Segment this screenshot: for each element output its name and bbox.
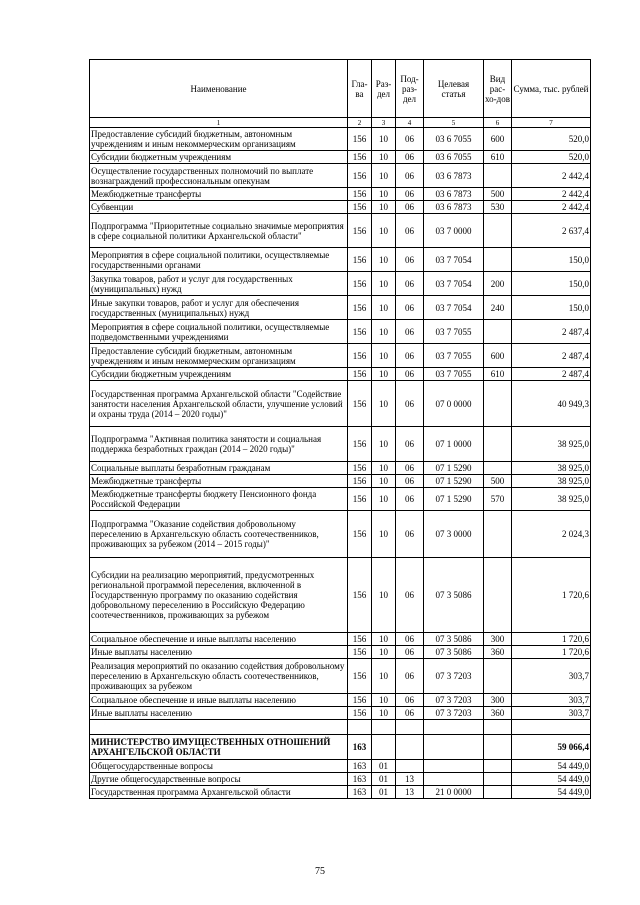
row-razdel: 10 — [372, 151, 396, 164]
row-glava: 156 — [348, 694, 372, 707]
row-name: Социальные выплаты безработным гражданам — [90, 462, 348, 475]
row-sum: 54 449,0 — [512, 786, 591, 799]
row-podrazdel: 06 — [396, 511, 424, 558]
row-sum: 2 442,4 — [512, 164, 591, 188]
row-podrazdel: 06 — [396, 151, 424, 164]
row-razdel: 01 — [372, 773, 396, 786]
row-name: МИНИСТЕРСТВО ИМУЩЕСТВЕННЫХ ОТНОШЕНИЙ АРХАНГЕЛЬСКОЙ ОБЛАСТИ — [90, 735, 348, 760]
table-row — [90, 633, 591, 646]
row-vid: 360 — [484, 646, 512, 659]
row-sum: 54 449,0 — [512, 760, 591, 773]
row-razdel — [372, 720, 396, 735]
row-name: Социальное обеспечение и иные выплаты населению — [90, 694, 348, 707]
row-target: 03 7 7055 — [424, 344, 484, 368]
table-row — [90, 381, 591, 427]
row-sum: 2 487,4 — [512, 368, 591, 381]
row-name: Социальное обеспечение и иные выплаты населению — [90, 633, 348, 646]
row-glava: 156 — [348, 272, 372, 296]
row-glava: 156 — [348, 128, 372, 151]
row-razdel: 10 — [372, 128, 396, 151]
row-target: 03 7 7054 — [424, 296, 484, 320]
row-glava: 156 — [348, 214, 372, 248]
row-name: Государственная программа Архангельской области — [90, 786, 348, 799]
row-sum: 2 024,3 — [512, 511, 591, 558]
row-sum: 1 720,6 — [512, 558, 591, 633]
row-vid: 240 — [484, 296, 512, 320]
row-vid: 600 — [484, 128, 512, 151]
row-target: 21 0 0000 — [424, 786, 484, 799]
row-razdel: 10 — [372, 188, 396, 201]
table-row — [90, 128, 591, 151]
table-row — [90, 214, 591, 248]
row-target: 03 7 7055 — [424, 368, 484, 381]
row-name: Подпрограмма "Активная политика занятости и социальная поддержка безработных граждан (2014 – 2020 годы)" — [90, 427, 348, 462]
row-razdel: 10 — [372, 633, 396, 646]
row-name: Государственная программа Архангельской области "Содействие занятости населения Архангельской области, улучшение условий и охраны труда (2014 – 2020 годы)" — [90, 381, 348, 427]
row-name: Субсидии на реализацию мероприятий, предусмотренных региональной программой переселения, включенной в Государственную программу по оказанию содействия добровольному переселению в Российскую Федерацию соотечественников, проживающих за рубежом — [90, 558, 348, 633]
row-name — [90, 720, 348, 735]
row-vid — [484, 511, 512, 558]
row-razdel: 10 — [372, 659, 396, 694]
table-header — [90, 60, 591, 128]
row-glava: 156 — [348, 368, 372, 381]
row-glava: 156 — [348, 201, 372, 214]
row-target: 03 7 7055 — [424, 320, 484, 344]
row-glava: 156 — [348, 659, 372, 694]
row-razdel: 10 — [372, 214, 396, 248]
row-name: Другие общегосударственные вопросы — [90, 773, 348, 786]
row-razdel: 10 — [372, 646, 396, 659]
row-target: 07 1 5290 — [424, 488, 484, 511]
row-name: Мероприятия в сфере социальной политики, осуществляемые государственными органами — [90, 248, 348, 272]
row-name: Субсидии бюджетным учреждениям — [90, 151, 348, 164]
row-vid: 300 — [484, 694, 512, 707]
table-row — [90, 511, 591, 558]
row-name: Предоставление субсидий бюджетным, автономным учреждениям и иным некоммерческим организациям — [90, 344, 348, 368]
row-razdel: 10 — [372, 201, 396, 214]
table-row — [90, 427, 591, 462]
row-vid — [484, 248, 512, 272]
row-razdel — [372, 735, 396, 760]
row-vid — [484, 381, 512, 427]
row-razdel: 10 — [372, 427, 396, 462]
row-podrazdel: 06 — [396, 248, 424, 272]
row-vid — [484, 427, 512, 462]
row-name: Подпрограмма "Оказание содействия добровольному переселению в Архангельскую область соотечественников, проживающих за рубежом (2014 – 2015 годы)" — [90, 511, 348, 558]
row-vid — [484, 320, 512, 344]
row-podrazdel: 06 — [396, 344, 424, 368]
row-sum: 150,0 — [512, 272, 591, 296]
row-podrazdel: 06 — [396, 659, 424, 694]
row-podrazdel: 06 — [396, 188, 424, 201]
row-target: 03 6 7873 — [424, 188, 484, 201]
row-glava: 156 — [348, 164, 372, 188]
table-row — [90, 558, 591, 633]
row-podrazdel: 13 — [396, 786, 424, 799]
row-vid — [484, 735, 512, 760]
table-row — [90, 344, 591, 368]
row-podrazdel: 06 — [396, 214, 424, 248]
row-glava: 156 — [348, 427, 372, 462]
row-vid — [484, 558, 512, 633]
row-glava — [348, 720, 372, 735]
table-row — [90, 735, 591, 760]
table-row — [90, 248, 591, 272]
row-podrazdel: 06 — [396, 427, 424, 462]
row-name: Иные выплаты населению — [90, 646, 348, 659]
table-row — [90, 646, 591, 659]
row-razdel: 10 — [372, 368, 396, 381]
row-glava: 156 — [348, 296, 372, 320]
row-target — [424, 760, 484, 773]
row-target: 07 3 7203 — [424, 707, 484, 720]
col-number: 6 — [484, 118, 512, 128]
row-glava: 156 — [348, 646, 372, 659]
col-number: 5 — [424, 118, 484, 128]
row-podrazdel: 06 — [396, 462, 424, 475]
col-number: 3 — [372, 118, 396, 128]
row-podrazdel: 06 — [396, 633, 424, 646]
row-podrazdel: 06 — [396, 164, 424, 188]
row-glava: 156 — [348, 188, 372, 201]
table-row — [90, 786, 591, 799]
row-name: Предоставление субсидий бюджетным, автономным учреждениям и иным некоммерческим организациям — [90, 128, 348, 151]
row-target — [424, 720, 484, 735]
row-podrazdel: 06 — [396, 128, 424, 151]
row-sum: 38 925,0 — [512, 488, 591, 511]
row-target — [424, 735, 484, 760]
col-header-glava: Гла-ва — [348, 60, 372, 118]
table-row — [90, 707, 591, 720]
row-vid — [484, 760, 512, 773]
row-glava: 163 — [348, 760, 372, 773]
table-row — [90, 760, 591, 773]
row-glava: 156 — [348, 151, 372, 164]
col-header-sum: Сумма, тыс. рублей — [512, 60, 591, 118]
row-razdel: 10 — [372, 462, 396, 475]
row-razdel: 10 — [372, 320, 396, 344]
col-header-razdel: Раз-дел — [372, 60, 396, 118]
row-podrazdel: 06 — [396, 558, 424, 633]
row-razdel: 01 — [372, 760, 396, 773]
table-row — [90, 201, 591, 214]
table-row — [90, 320, 591, 344]
table-body — [90, 128, 591, 799]
row-glava: 156 — [348, 344, 372, 368]
row-glava: 156 — [348, 511, 372, 558]
row-razdel: 10 — [372, 694, 396, 707]
table-row — [90, 694, 591, 707]
row-glava: 156 — [348, 475, 372, 488]
row-glava: 156 — [348, 558, 372, 633]
row-razdel: 10 — [372, 248, 396, 272]
col-number: 7 — [512, 118, 591, 128]
row-glava: 163 — [348, 786, 372, 799]
row-sum: 38 925,0 — [512, 462, 591, 475]
row-sum: 1 720,6 — [512, 633, 591, 646]
row-name: Субвенции — [90, 201, 348, 214]
row-name: Межбюджетные трансферты — [90, 188, 348, 201]
row-sum: 2 442,4 — [512, 201, 591, 214]
row-sum: 303,7 — [512, 659, 591, 694]
row-name: Иные выплаты населению — [90, 707, 348, 720]
row-target: 03 7 7054 — [424, 272, 484, 296]
row-target: 07 3 7203 — [424, 694, 484, 707]
row-vid: 500 — [484, 188, 512, 201]
row-vid: 300 — [484, 633, 512, 646]
row-vid — [484, 720, 512, 735]
row-glava: 163 — [348, 773, 372, 786]
row-name: Осуществление государственных полномочий по выплате вознаграждений профессиональным опекунам — [90, 164, 348, 188]
row-target: 03 6 7055 — [424, 151, 484, 164]
row-razdel: 10 — [372, 344, 396, 368]
col-header-podrazdel: Под-раз-дел — [396, 60, 424, 118]
row-name: Закупка товаров, работ и услуг для государственных (муниципальных) нужд — [90, 272, 348, 296]
table-row — [90, 151, 591, 164]
table-row — [90, 368, 591, 381]
row-glava: 156 — [348, 633, 372, 646]
row-sum: 54 449,0 — [512, 773, 591, 786]
table-row — [90, 188, 591, 201]
row-sum: 1 720,6 — [512, 646, 591, 659]
row-razdel: 10 — [372, 488, 396, 511]
row-razdel: 10 — [372, 381, 396, 427]
row-podrazdel — [396, 760, 424, 773]
row-sum: 2 487,4 — [512, 320, 591, 344]
table-row — [90, 164, 591, 188]
row-name: Субсидии бюджетным учреждениям — [90, 368, 348, 381]
row-sum: 303,7 — [512, 707, 591, 720]
row-target: 07 1 5290 — [424, 462, 484, 475]
row-vid: 530 — [484, 201, 512, 214]
row-podrazdel: 06 — [396, 272, 424, 296]
table-row — [90, 488, 591, 511]
row-vid: 600 — [484, 344, 512, 368]
row-podrazdel: 06 — [396, 488, 424, 511]
col-number: 2 — [348, 118, 372, 128]
row-sum: 2 487,4 — [512, 344, 591, 368]
table-row — [90, 272, 591, 296]
table-row — [90, 296, 591, 320]
row-sum: 150,0 — [512, 296, 591, 320]
row-vid — [484, 462, 512, 475]
row-glava: 156 — [348, 320, 372, 344]
row-vid: 500 — [484, 475, 512, 488]
row-podrazdel: 06 — [396, 296, 424, 320]
row-sum: 520,0 — [512, 151, 591, 164]
row-target: 03 6 7873 — [424, 201, 484, 214]
row-podrazdel — [396, 720, 424, 735]
row-vid: 610 — [484, 151, 512, 164]
row-sum: 150,0 — [512, 248, 591, 272]
row-razdel: 10 — [372, 475, 396, 488]
row-podrazdel: 06 — [396, 475, 424, 488]
row-sum: 59 066,4 — [512, 735, 591, 760]
row-podrazdel: 06 — [396, 694, 424, 707]
row-glava: 156 — [348, 381, 372, 427]
row-target: 03 6 7873 — [424, 164, 484, 188]
col-header-target: Целевая статья — [424, 60, 484, 118]
col-header-vid: Вид рас-хо-дов — [484, 60, 512, 118]
row-vid — [484, 786, 512, 799]
row-glava: 156 — [348, 707, 372, 720]
row-target: 07 0 0000 — [424, 381, 484, 427]
budget-table — [89, 59, 591, 799]
row-target: 03 7 7054 — [424, 248, 484, 272]
col-header-name: Наименование — [90, 60, 348, 118]
row-glava: 156 — [348, 462, 372, 475]
row-vid: 610 — [484, 368, 512, 381]
row-target: 07 3 5086 — [424, 646, 484, 659]
row-name: Мероприятия в сфере социальной политики, осуществляемые подведомственными учреждениями — [90, 320, 348, 344]
row-target: 03 6 7055 — [424, 128, 484, 151]
row-glava: 156 — [348, 248, 372, 272]
table-row — [90, 773, 591, 786]
row-name: Межбюджетные трансферты — [90, 475, 348, 488]
row-glava: 163 — [348, 735, 372, 760]
row-sum: 38 925,0 — [512, 427, 591, 462]
col-number: 1 — [90, 118, 348, 128]
row-name: Межбюджетные трансферты бюджету Пенсионного фонда Российской Федерации — [90, 488, 348, 511]
row-name: Реализация мероприятий по оказанию содействия добровольному переселению в Архангельскую область соотечественников, проживающих за рубежом — [90, 659, 348, 694]
row-target: 07 1 5290 — [424, 475, 484, 488]
row-name: Общегосударственные вопросы — [90, 760, 348, 773]
row-vid — [484, 659, 512, 694]
row-target — [424, 773, 484, 786]
row-sum: 2 442,4 — [512, 188, 591, 201]
row-podrazdel — [396, 735, 424, 760]
table-row — [90, 475, 591, 488]
col-number: 4 — [396, 118, 424, 128]
row-vid: 570 — [484, 488, 512, 511]
row-vid: 360 — [484, 707, 512, 720]
row-razdel: 10 — [372, 558, 396, 633]
row-target: 07 3 7203 — [424, 659, 484, 694]
row-vid — [484, 214, 512, 248]
row-vid — [484, 773, 512, 786]
table-row — [90, 462, 591, 475]
row-sum: 303,7 — [512, 694, 591, 707]
row-sum: 40 949,3 — [512, 381, 591, 427]
row-razdel: 10 — [372, 164, 396, 188]
page-number: 75 — [315, 866, 325, 877]
row-sum: 2 637,4 — [512, 214, 591, 248]
table-row — [90, 659, 591, 694]
table-spacer-row — [90, 720, 591, 735]
row-razdel: 10 — [372, 272, 396, 296]
row-podrazdel: 06 — [396, 646, 424, 659]
row-podrazdel: 06 — [396, 201, 424, 214]
row-podrazdel: 06 — [396, 381, 424, 427]
row-podrazdel: 13 — [396, 773, 424, 786]
row-sum: 520,0 — [512, 128, 591, 151]
row-podrazdel: 06 — [396, 368, 424, 381]
row-vid — [484, 164, 512, 188]
row-razdel: 01 — [372, 786, 396, 799]
row-target: 03 7 0000 — [424, 214, 484, 248]
row-name: Подпрограмма "Приоритетные социально значимые мероприятия в сфере социальной политики Архангельской области" — [90, 214, 348, 248]
row-target: 07 3 5086 — [424, 558, 484, 633]
row-target: 07 1 0000 — [424, 427, 484, 462]
row-glava: 156 — [348, 488, 372, 511]
row-target: 07 3 0000 — [424, 511, 484, 558]
row-razdel: 10 — [372, 511, 396, 558]
row-target: 07 3 5086 — [424, 633, 484, 646]
row-sum — [512, 720, 591, 735]
row-name: Иные закупки товаров, работ и услуг для обеспечения государственных (муниципальных) нужд — [90, 296, 348, 320]
row-podrazdel: 06 — [396, 320, 424, 344]
row-razdel: 10 — [372, 707, 396, 720]
row-razdel: 10 — [372, 296, 396, 320]
row-vid: 200 — [484, 272, 512, 296]
row-sum: 38 925,0 — [512, 475, 591, 488]
row-podrazdel: 06 — [396, 707, 424, 720]
